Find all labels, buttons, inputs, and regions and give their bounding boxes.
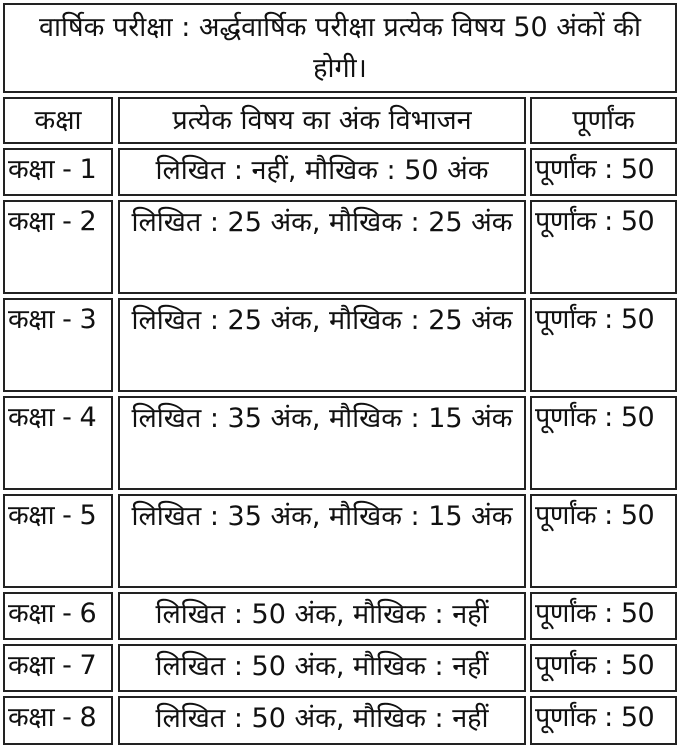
- division-cell: [118, 494, 526, 588]
- class-cell: [3, 200, 113, 294]
- division-cell: [118, 696, 526, 745]
- class-text: कक्षा - 2: [8, 206, 97, 237]
- header-division: [118, 97, 526, 144]
- total-cell: [530, 592, 677, 640]
- header-division-text: प्रत्येक विषय का अंक विभाजन: [172, 104, 472, 136]
- total-text: पूर्णांक : 50: [535, 702, 655, 733]
- total-cell: [530, 298, 677, 392]
- division-cell: [118, 644, 526, 692]
- division-text: लिखित : 35 अंक, मौखिक : 15 अंक: [131, 501, 513, 532]
- class-cell: [3, 148, 113, 196]
- title-text: वार्षिक परीक्षा : अर्द्धवार्षिक परीक्षा प्रत्येक विषय 50 अंकों की होगी।: [39, 12, 641, 84]
- division-text: लिखित : 50 अंक, मौखिक : नहीं: [155, 599, 489, 630]
- class-text: कक्षा - 7: [8, 650, 97, 681]
- division-text: लिखित : 25 अंक, मौखिक : 25 अंक: [131, 207, 513, 238]
- header-total-text: पूर्णांक: [572, 104, 635, 136]
- class-text: कक्षा - 4: [8, 402, 97, 433]
- class-cell: [3, 298, 113, 392]
- header-total: [530, 97, 677, 144]
- division-cell: [118, 396, 526, 490]
- class-cell: [3, 592, 113, 640]
- total-text: पूर्णांक : 50: [535, 206, 655, 237]
- division-cell: [118, 148, 526, 196]
- total-cell: [530, 396, 677, 490]
- total-cell: [530, 494, 677, 588]
- total-cell: [530, 644, 677, 692]
- division-cell: [118, 200, 526, 294]
- division-text: लिखित : 50 अंक, मौखिक : नहीं: [155, 703, 489, 734]
- total-text: पूर्णांक : 50: [535, 304, 655, 335]
- total-text: पूर्णांक : 50: [535, 500, 655, 531]
- class-text: कक्षा - 6: [8, 598, 97, 629]
- division-text: लिखित : 35 अंक, मौखिक : 15 अंक: [131, 403, 513, 434]
- division-text: लिखित : 25 अंक, मौखिक : 25 अंक: [131, 305, 513, 336]
- total-cell: [530, 148, 677, 196]
- header-class-text: कक्षा: [34, 104, 82, 136]
- division-cell: [118, 298, 526, 392]
- total-text: पूर्णांक : 50: [535, 598, 655, 629]
- total-text: पूर्णांक : 50: [535, 402, 655, 433]
- header-class: [3, 97, 113, 144]
- class-cell: [3, 696, 113, 745]
- class-text: कक्षा - 5: [8, 500, 97, 531]
- total-text: पूर्णांक : 50: [535, 650, 655, 681]
- total-cell: [530, 200, 677, 294]
- class-cell: [3, 396, 113, 490]
- class-text: कक्षा - 3: [8, 304, 97, 335]
- division-text: लिखित : नहीं, मौखिक : 50 अंक: [155, 155, 489, 186]
- class-cell: [3, 494, 113, 588]
- total-cell: [530, 696, 677, 745]
- page-title: [3, 3, 677, 93]
- division-text: लिखित : 50 अंक, मौखिक : नहीं: [155, 651, 489, 682]
- division-cell: [118, 592, 526, 640]
- class-cell: [3, 644, 113, 692]
- class-text: कक्षा - 8: [8, 702, 97, 733]
- class-text: कक्षा - 1: [8, 154, 97, 185]
- total-text: पूर्णांक : 50: [535, 154, 655, 185]
